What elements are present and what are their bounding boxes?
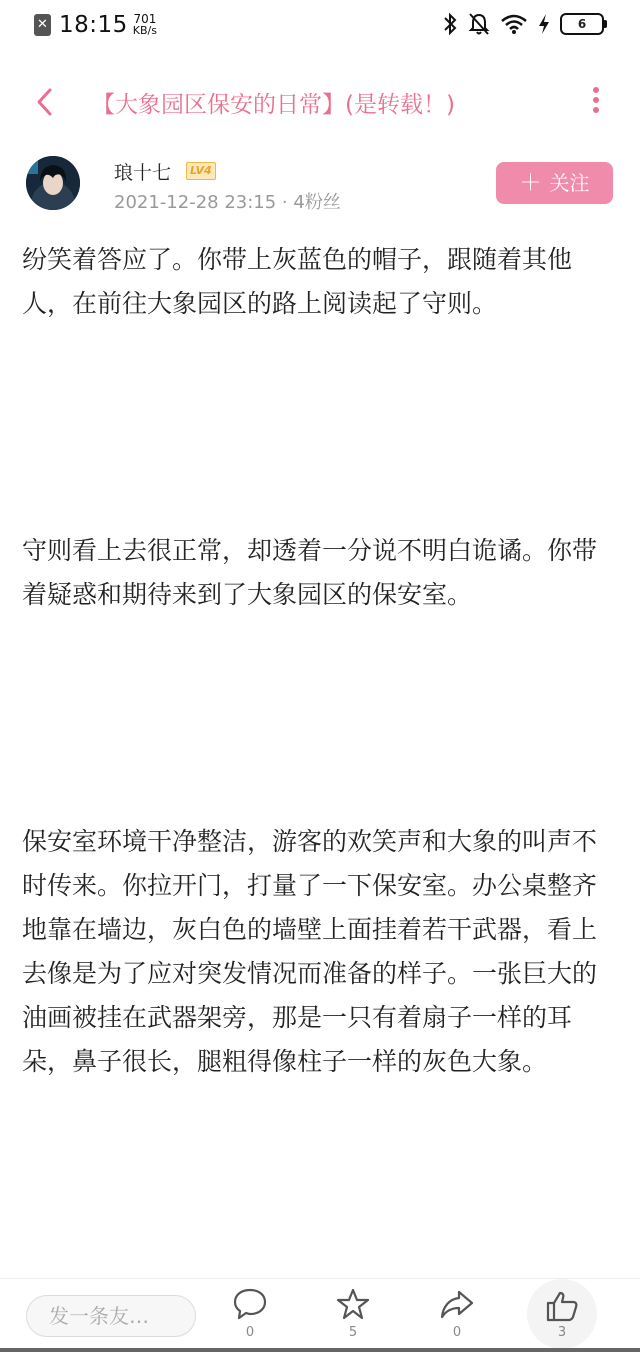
like-count: 3 [557,1325,567,1340]
back-button[interactable] [26,82,66,122]
status-left [34,12,157,38]
share-button[interactable] [427,1287,487,1340]
more-vertical-icon [593,87,599,93]
network-speed-value: 701 [133,12,157,26]
level-badge: LV4 [186,162,216,180]
follow-button[interactable] [496,162,613,204]
author-row [0,152,640,216]
content-paragraph: 守则看上去很正常，却透着一分说不明白诡谲。你带着疑惑和期待来到了大象园区的保安室。 [22,536,598,609]
avatar[interactable] [26,156,80,210]
status-time: 18:15 [59,12,128,38]
status-right [442,12,604,36]
more-dot [593,107,599,113]
comment-count: 0 [245,1325,255,1340]
bluetooth-icon [442,12,458,36]
follow-label: 关注 [549,171,590,195]
share-icon [439,1287,475,1321]
charging-icon [538,13,550,35]
star-icon [335,1287,371,1321]
navigation-bar [0,1348,640,1352]
favorite-button[interactable] [323,1287,383,1340]
post-meta: 2021-12-28 23:15 · 4粉丝 [114,192,341,213]
content-paragraph: 纷笑着答应了。你带上灰蓝色的帽子，跟随着其他人，在前往大象园区的路上阅读起了守则。 [22,245,573,318]
network-speed [133,14,157,36]
mute-bell-icon [468,12,490,36]
share-count: 0 [452,1325,462,1340]
comment-button[interactable] [220,1287,280,1340]
notification-icon: ✕ [34,14,51,36]
status-bar [0,0,640,52]
comment-input[interactable]: 发一条友… [26,1295,196,1337]
more-dot [593,97,599,103]
plus-icon: ＋ [519,171,542,196]
author-name[interactable]: 琅十七 [114,162,172,184]
page-title: 【大象园区保安的日常】(是转载！) [92,92,455,118]
content-paragraph: 保安室环境干净整洁，游客的欢笑声和大象的叫声不时传来。你拉开门，打量了一下保安室。办公桌整齐地靠在墙边，灰白色的墙壁上面挂着若干武器，看上去像是为了应对突发情况而准备的样子。一张巨大的油画被挂在武器架旁，那是一只有着扇子一样的耳朵，鼻子很长，腿粗得像柱子一样的灰色大象。 [22,827,598,1076]
back-chevron-icon [26,82,66,122]
bottom-action-bar [0,1278,640,1352]
thumbs-up-icon [544,1289,580,1323]
battery-icon: 6 [560,13,604,35]
favorite-count: 5 [348,1325,358,1340]
comment-icon [232,1287,268,1321]
avatar-image [26,156,80,210]
header [0,70,640,134]
like-button[interactable] [527,1279,597,1349]
more-options-button[interactable] [584,84,608,120]
wifi-icon [500,13,528,35]
network-speed-unit: KB/s [132,24,157,37]
